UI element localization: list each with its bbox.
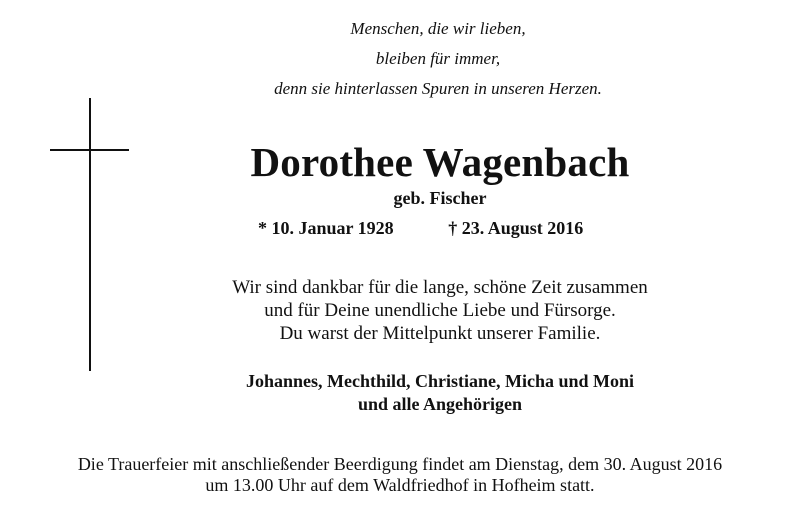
mourners-line: Johannes, Mechthild, Christiane, Micha und Moni xyxy=(245,371,635,391)
cross-vertical-bar xyxy=(89,98,91,371)
deceased-name: Dorothee Wagenbach xyxy=(250,139,630,185)
cross-horizontal-bar xyxy=(50,149,129,151)
death-date: † 23. August 2016 xyxy=(448,218,584,238)
funeral-line: Die Trauerfeier mit anschließender Beerdigung findet am Dienstag, dem 30. August 2016 xyxy=(77,454,723,474)
poem-line: denn sie hinterlassen Spuren in unseren Herzen. xyxy=(274,79,602,98)
funeral-info xyxy=(20,454,780,496)
poem-line: bleiben für immer, xyxy=(375,49,501,68)
thanks-text xyxy=(180,276,700,345)
birth-name: geb. Fischer xyxy=(393,188,487,208)
life-dates xyxy=(258,216,583,240)
poem-line: Menschen, die wir lieben, xyxy=(350,19,526,38)
thanks-line: Wir sind dankbar für die lange, schöne Zeit zusammen xyxy=(232,277,648,298)
thanks-line: Du warst der Mittelpunkt unserer Familie. xyxy=(279,323,601,344)
thanks-line: und für Deine unendliche Liebe und Fürsorge. xyxy=(264,300,616,321)
memorial-poem xyxy=(0,14,800,104)
mourners-line: und alle Angehörigen xyxy=(357,394,523,414)
mourners-list xyxy=(180,370,700,416)
funeral-line: um 13.00 Uhr auf dem Waldfriedhof in Hofheim statt. xyxy=(205,475,595,495)
birth-date: * 10. Januar 1928 xyxy=(258,218,394,238)
